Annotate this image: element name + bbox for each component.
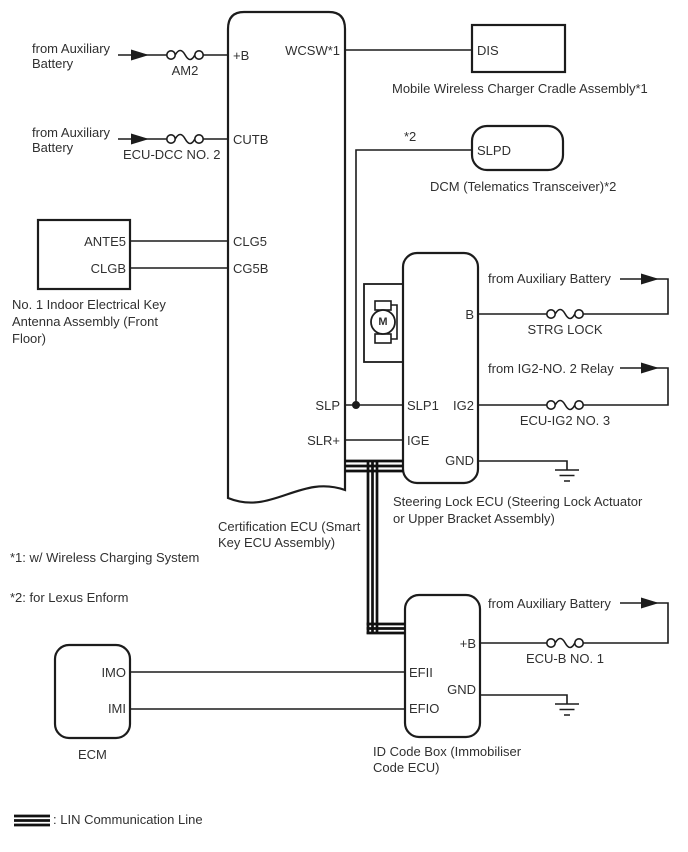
- steering-ecu-caption-line2: or Upper Bracket Assembly): [393, 511, 555, 526]
- pin-slpd: SLPD: [477, 143, 511, 158]
- certification-ecu-caption-line1: Certification ECU (Smart: [218, 519, 361, 534]
- lin-line-to-idbox: [367, 624, 405, 633]
- antenna-caption-line1: No. 1 Indoor Electrical Key: [12, 297, 166, 312]
- certification-ecu-box: [228, 12, 345, 503]
- pin-imi: IMI: [107, 701, 126, 716]
- steering-ecu-caption-line1: Steering Lock ECU (Steering Lock Actuator: [393, 494, 643, 509]
- antenna-caption-line3: Floor): [12, 331, 46, 346]
- pin-gnd-idbox: GND: [447, 682, 476, 697]
- pin-clgb: CLGB: [90, 261, 126, 276]
- footnote-2: *2: for Lexus Enform: [10, 590, 129, 605]
- fuse-ecu-dcc-label: ECU-DCC NO. 2: [123, 147, 221, 162]
- aux-battery-1-label-line2: Battery: [32, 56, 74, 71]
- arrow-icon-ig2: [641, 363, 659, 374]
- pin-clg5: CLG5: [233, 234, 267, 249]
- lin-legend-label: : LIN Communication Line: [53, 812, 203, 827]
- pin-gnd-steering: GND: [445, 453, 474, 468]
- id-code-box-caption-line1: ID Code Box (Immobiliser: [373, 744, 522, 759]
- pin-plus-b-idbox: +B: [459, 636, 476, 651]
- antenna-box: [38, 220, 130, 289]
- fuse-strg-right: [575, 310, 583, 318]
- lin-line-legend-swatch: [14, 816, 50, 825]
- arrow-icon-aux1: [131, 50, 149, 61]
- fuse-am2-wave: [175, 51, 195, 60]
- fuse-ecu-b-label: ECU-B NO. 1: [525, 651, 604, 666]
- ig2-relay-label: from IG2-NO. 2 Relay: [488, 361, 614, 376]
- dcm-caption: DCM (Telematics Transceiver)*2: [430, 179, 617, 194]
- pin-slr: SLR+: [307, 433, 340, 448]
- lin-line-horizontal: [345, 461, 403, 471]
- id-code-box-caption-line2: Code ECU): [373, 760, 440, 775]
- fuse-ecub-left: [547, 639, 555, 647]
- steering-lock-ecu-box: [403, 253, 478, 483]
- motor-letter: M: [378, 316, 388, 328]
- ecm-box: [55, 645, 130, 738]
- pin-ante5: ANTE5: [84, 234, 126, 249]
- pin-wcsw: WCSW*1: [285, 43, 340, 58]
- ecm-caption: ECM: [78, 747, 107, 762]
- pin-plus-b: +B: [233, 48, 250, 63]
- fuse-dcc-right: [195, 135, 203, 143]
- pin-slp1: SLP1: [407, 398, 439, 413]
- arrow-icon-idbox: [641, 598, 659, 609]
- fuse-ig2-wave: [555, 401, 575, 410]
- fuse-dcc-wave: [175, 135, 195, 144]
- pin-b-steering: B: [465, 307, 474, 322]
- pin-ige: IGE: [407, 433, 430, 448]
- arrow-icon-aux2: [131, 134, 149, 145]
- fuse-dcc-left: [167, 135, 175, 143]
- pin-cg5b: CG5B: [233, 261, 269, 276]
- pin-imo: IMO: [101, 665, 126, 680]
- footnote-1: *1: w/ Wireless Charging System: [10, 550, 200, 565]
- aux-battery-idbox-label: from Auxiliary Battery: [488, 596, 611, 611]
- fuse-ig2-left: [547, 401, 555, 409]
- certification-ecu-caption-line2: Key ECU Assembly): [218, 535, 336, 550]
- fuse-ig2-right: [575, 401, 583, 409]
- pin-dis: DIS: [477, 43, 499, 58]
- fuse-strg-wave: [555, 310, 575, 319]
- aux-battery-strg-label: from Auxiliary Battery: [488, 271, 611, 286]
- fuse-strg-lock-label: STRG LOCK: [527, 322, 603, 337]
- fuse-strg-left: [547, 310, 555, 318]
- lin-line-vertical: [368, 460, 377, 634]
- fuse-am2-left: [167, 51, 175, 59]
- arrow-icon-strg: [641, 274, 659, 285]
- aux-battery-2-label-line1: from Auxiliary: [32, 125, 111, 140]
- fuse-ecub-wave: [555, 639, 575, 648]
- ground-symbol-idbox: [555, 704, 579, 715]
- pin-efii: EFII: [409, 665, 433, 680]
- antenna-caption-line2: Antenna Assembly (Front: [12, 314, 158, 329]
- aux-battery-1-label-line1: from Auxiliary: [32, 41, 111, 56]
- pin-efio: EFIO: [409, 701, 440, 716]
- pin-ig2: IG2: [453, 398, 474, 413]
- slpd-wire-note: *2: [404, 129, 417, 144]
- fuse-ecub-right: [575, 639, 583, 647]
- pin-slp: SLP: [315, 398, 340, 413]
- pin-cutb: CUTB: [233, 132, 269, 147]
- fuse-am2-right: [195, 51, 203, 59]
- wire-steering-gnd: [478, 461, 567, 470]
- wire-idbox-gnd: [480, 695, 567, 704]
- fuse-ecu-ig2-label: ECU-IG2 NO. 3: [519, 413, 611, 428]
- fuse-am2-label: AM2: [171, 63, 199, 78]
- ground-symbol-steering: [555, 470, 579, 481]
- dis-caption: Mobile Wireless Charger Cradle Assembly*1: [392, 81, 648, 96]
- aux-battery-2-label-line2: Battery: [32, 140, 74, 155]
